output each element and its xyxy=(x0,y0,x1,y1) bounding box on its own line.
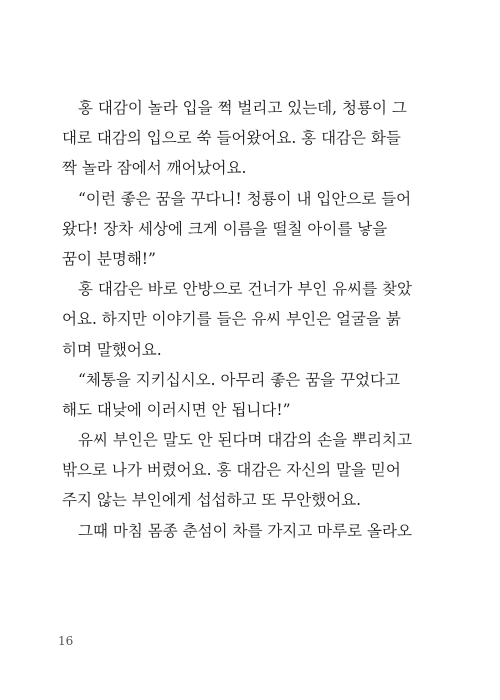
text-line: 주지 않는 부인에게 섭섭하고 또 무안했어요. xyxy=(62,491,362,510)
text-line: 해도 대낮에 이러시면 안 됩니다!” xyxy=(62,400,291,419)
text-line: 히며 말했어요. xyxy=(62,340,162,359)
text-line: 홍 대감은 바로 안방으로 건너가 부인 유씨를 찾았 xyxy=(78,280,412,299)
text-line: 밖으로 나가 버렸어요. 홍 대감은 자신의 말을 믿어 xyxy=(62,461,401,480)
text-line: 홍 대감이 놀라 입을 쩍 벌리고 있는데, 청룡이 그 xyxy=(78,99,407,117)
text-line: 어요. 하지만 이야기를 들은 유씨 부인은 얼굴을 붉 xyxy=(62,310,401,329)
text-line: “이런 좋은 꿈을 꾸다니! 청룡이 내 입안으로 들어 xyxy=(78,189,412,208)
page-number: 16 xyxy=(58,634,74,648)
text-line: 왔다! 장차 세상에 크게 이름을 떨칠 아이를 낳을 xyxy=(62,219,388,238)
text-line: 짝 놀라 잠에서 깨어났어요. xyxy=(62,159,247,178)
text-line: 유씨 부인은 말도 안 된다며 대감의 손을 뿌리치고 xyxy=(78,431,412,450)
text-line: 그때 마침 몸종 춘섬이 차를 가지고 마루로 올라오 xyxy=(78,521,412,540)
text-line: 대로 대감의 입으로 쑥 들어왔어요. 홍 대감은 화들 xyxy=(62,129,401,148)
text-line: “체통을 지키십시오. 아무리 좋은 꿈을 꾸었다고 xyxy=(78,370,400,389)
text-line: 꿈이 분명해!” xyxy=(62,249,156,268)
body-text xyxy=(62,93,432,546)
